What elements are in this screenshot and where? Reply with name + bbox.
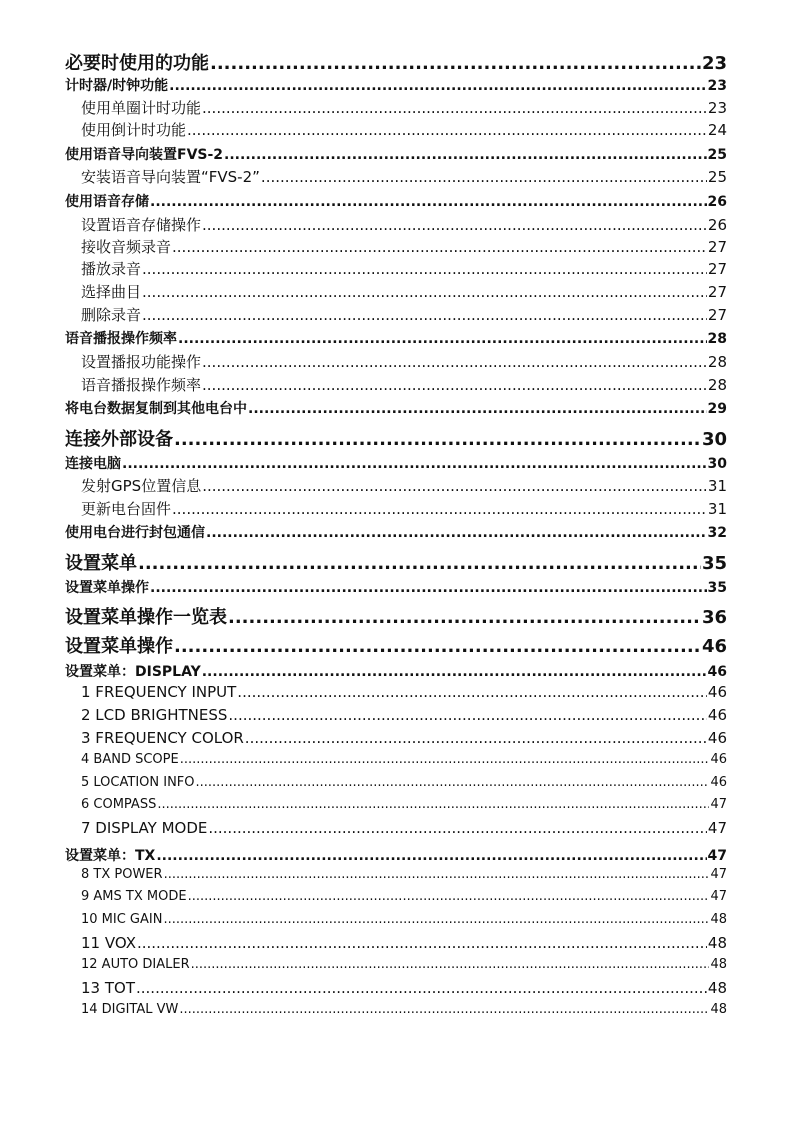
toc-entry[interactable] — [65, 912, 727, 927]
toc-entry[interactable] — [65, 845, 727, 865]
toc-entry[interactable] — [65, 577, 727, 597]
toc-entry[interactable] — [65, 934, 727, 952]
dot-leader — [206, 525, 707, 541]
dot-leader — [248, 401, 707, 417]
toc-entry-page: 48 — [710, 1002, 727, 1017]
toc-entry[interactable] — [65, 889, 727, 904]
dot-leader — [179, 1002, 709, 1017]
toc-entry-page: 47 — [707, 819, 727, 837]
dot-leader — [202, 353, 707, 371]
toc-entry[interactable] — [65, 498, 727, 519]
dot-leader — [228, 706, 707, 724]
toc-entry-page: 48 — [710, 957, 727, 972]
dot-leader — [172, 500, 707, 518]
dot-leader — [187, 121, 707, 139]
toc-entry-title: 使用语音导向装置FVS-2 — [65, 147, 224, 163]
toc-entry-page: 26 — [707, 216, 727, 234]
toc-entry[interactable] — [65, 75, 727, 95]
toc-entry-page: 27 — [707, 306, 727, 324]
toc-entry-page: 30 — [701, 429, 727, 450]
toc-entry-title: 计时器/时钟功能 — [65, 78, 169, 94]
toc-entry[interactable] — [65, 957, 727, 972]
dot-leader — [122, 456, 707, 472]
toc-entry-title: 安装语音导向装置“FVS-2” — [81, 168, 260, 186]
toc-entry-title: 连接外部设备 — [65, 429, 173, 450]
dot-leader — [208, 819, 707, 837]
dot-leader — [157, 797, 709, 812]
toc-entry[interactable] — [65, 475, 727, 496]
toc-entry-title: 接收音频录音 — [81, 238, 172, 256]
toc-entry-title: 9 AMS TX MODE — [81, 889, 187, 904]
dot-leader — [245, 729, 707, 747]
toc-entry-title: 12 AUTO DIALER — [81, 957, 190, 972]
toc-entry[interactable] — [65, 49, 727, 75]
toc-entry-page: 46 — [710, 752, 727, 767]
toc-entry-title: 连接电脑 — [65, 456, 121, 472]
toc-entry[interactable] — [65, 706, 727, 724]
toc-entry-page: 26 — [707, 194, 727, 210]
dot-leader — [210, 53, 701, 74]
toc-entry-title: 8 TX POWER — [81, 867, 163, 882]
toc-entry[interactable] — [65, 603, 727, 629]
toc-entry-page: 23 — [707, 78, 727, 94]
toc-entry-title: 3 FREQUENCY COLOR — [81, 729, 244, 747]
dot-leader — [188, 889, 710, 904]
toc-entry-page: 46 — [710, 775, 727, 790]
toc-entry-title: 发射GPS位置信息 — [81, 477, 202, 495]
toc-entry-page: 27 — [707, 283, 727, 301]
dot-leader — [137, 934, 707, 952]
toc-entry-page: 31 — [707, 500, 727, 518]
toc-entry-page: 29 — [707, 401, 727, 417]
toc-entry-page: 46 — [707, 664, 727, 680]
toc-entry-title: 设置菜单操作 — [65, 580, 149, 596]
dot-leader — [180, 752, 710, 767]
toc-entry-page: 48 — [707, 934, 727, 952]
dot-leader — [228, 607, 701, 628]
toc-entry-title: 使用电台进行封包通信 — [65, 525, 205, 541]
toc-entry[interactable] — [65, 191, 727, 211]
toc-entry-title: 5 LOCATION INFO — [81, 775, 195, 790]
toc-entry-title: 6 COMPASS — [81, 797, 157, 812]
toc-entry-title: 设置菜单操作 — [65, 636, 173, 657]
toc-entry-page: 32 — [707, 525, 727, 541]
toc-entry-page: 47 — [707, 848, 727, 864]
toc-entry-page: 27 — [707, 238, 727, 256]
toc-entry-page: 25 — [707, 147, 727, 163]
toc-entry-title: 11 VOX — [81, 934, 136, 952]
dot-leader — [174, 636, 701, 657]
dot-leader — [174, 429, 701, 450]
toc-entry-page: 25 — [707, 168, 727, 186]
toc-entry-title: 1 FREQUENCY INPUT — [81, 683, 237, 701]
toc-entry-title: 播放录音 — [81, 260, 142, 278]
toc-entry-page: 46 — [701, 636, 727, 657]
toc-entry[interactable] — [65, 522, 727, 542]
toc-entry[interactable] — [65, 97, 727, 118]
toc-entry[interactable] — [65, 661, 727, 681]
toc-entry-title: 使用单圈计时功能 — [81, 99, 202, 117]
toc-entry[interactable] — [65, 1002, 727, 1017]
dot-leader — [163, 912, 709, 927]
toc-entry[interactable] — [65, 775, 727, 790]
dot-leader — [150, 194, 707, 210]
toc-entry-page: 48 — [707, 979, 727, 997]
toc-entry[interactable] — [65, 281, 727, 302]
toc-entry[interactable] — [65, 328, 727, 348]
toc-entry-page: 48 — [710, 912, 727, 927]
toc-entry-title: 设置语音存储操作 — [81, 216, 202, 234]
toc-entry-page: 35 — [701, 553, 727, 574]
toc-entry-page: 47 — [710, 889, 727, 904]
dot-leader — [202, 376, 707, 394]
toc-entry-title: 2 LCD BRIGHTNESS — [81, 706, 228, 724]
toc-entry[interactable] — [65, 453, 727, 473]
dot-leader — [202, 99, 707, 117]
dot-leader — [136, 979, 707, 997]
toc-entry[interactable] — [65, 398, 727, 418]
toc-entry-title: 使用语音存储 — [65, 194, 149, 210]
dot-leader — [178, 331, 707, 347]
toc-entry-page: 35 — [707, 580, 727, 596]
toc-entry-title: 使用倒计时功能 — [81, 121, 187, 139]
toc-entry-title: 删除录音 — [81, 306, 142, 324]
toc-entry[interactable] — [65, 819, 727, 837]
toc-entry[interactable] — [65, 119, 727, 140]
toc-entry-page: 23 — [707, 99, 727, 117]
toc-entry-title: 设置菜单操作一览表 — [65, 607, 227, 628]
toc-entry[interactable] — [65, 979, 727, 997]
toc-entry-title: 14 DIGITAL VW — [81, 1002, 179, 1017]
toc-entry[interactable] — [65, 304, 727, 325]
dot-leader — [150, 580, 707, 596]
toc-entry[interactable] — [65, 166, 727, 187]
dot-leader — [156, 848, 706, 864]
toc-entry-page: 31 — [707, 477, 727, 495]
dot-leader — [237, 683, 707, 701]
toc-entry[interactable] — [65, 144, 727, 164]
dot-leader — [261, 168, 707, 186]
toc-entry[interactable] — [65, 351, 727, 372]
dot-leader — [142, 306, 707, 324]
toc-entry[interactable] — [65, 867, 727, 882]
toc-entry-page: 47 — [710, 797, 727, 812]
dot-leader — [191, 957, 710, 972]
dot-leader — [138, 553, 701, 574]
toc-entry-title: 7 DISPLAY MODE — [81, 819, 208, 837]
toc-entry[interactable] — [65, 752, 727, 767]
toc-entry-title: 语音播报操作频率 — [81, 376, 202, 394]
toc-entry-page: 46 — [707, 683, 727, 701]
toc-entry[interactable] — [65, 374, 727, 395]
toc-entry-title: 设置播报功能操作 — [81, 353, 202, 371]
dot-leader — [202, 216, 707, 234]
dot-leader — [142, 260, 707, 278]
toc-entry-title: 更新电台固件 — [81, 500, 172, 518]
toc-entry[interactable] — [65, 214, 727, 235]
dot-leader — [196, 775, 710, 790]
toc-entry-page: 46 — [707, 729, 727, 747]
dot-leader — [202, 477, 707, 495]
dot-leader — [202, 664, 707, 680]
dot-leader — [164, 867, 710, 882]
dot-leader — [224, 147, 706, 163]
toc-entry-title: 设置菜单：TX — [65, 848, 156, 864]
toc-entry[interactable] — [65, 258, 727, 279]
toc-entry-page: 23 — [701, 53, 727, 74]
toc-entry-title: 选择曲目 — [81, 283, 142, 301]
toc-entry-page: 28 — [707, 331, 727, 347]
toc-entry-page: 46 — [707, 706, 727, 724]
toc-entry-page: 28 — [707, 353, 727, 371]
dot-leader — [142, 283, 707, 301]
toc-entry-page: 30 — [707, 456, 727, 472]
toc-entry[interactable] — [65, 683, 727, 701]
dot-leader — [172, 238, 707, 256]
toc-entry-page: 28 — [707, 376, 727, 394]
dot-leader — [169, 78, 706, 94]
toc-entry-title: 设置菜单：DISPLAY — [65, 664, 201, 680]
toc-entry-title: 语音播报操作频率 — [65, 331, 177, 347]
toc-entry-page: 36 — [701, 607, 727, 628]
toc-entry[interactable] — [65, 549, 727, 575]
toc-entry-title: 13 TOT — [81, 979, 135, 997]
toc-entry-title: 4 BAND SCOPE — [81, 752, 179, 767]
toc-entry[interactable] — [65, 729, 727, 747]
toc-entry-title: 10 MIC GAIN — [81, 912, 163, 927]
toc-entry-page: 47 — [710, 867, 727, 882]
toc-entry-title: 将电台数据复制到其他电台中 — [65, 401, 247, 417]
toc-entry[interactable] — [65, 236, 727, 257]
toc-entry-page: 24 — [707, 121, 727, 139]
toc-entry-title: 必要时使用的功能 — [65, 53, 209, 74]
toc-entry-page: 27 — [707, 260, 727, 278]
toc-entry-title: 设置菜单 — [65, 553, 137, 574]
toc-entry[interactable] — [65, 797, 727, 812]
toc-entry[interactable] — [65, 632, 727, 658]
toc-entry[interactable] — [65, 425, 727, 451]
